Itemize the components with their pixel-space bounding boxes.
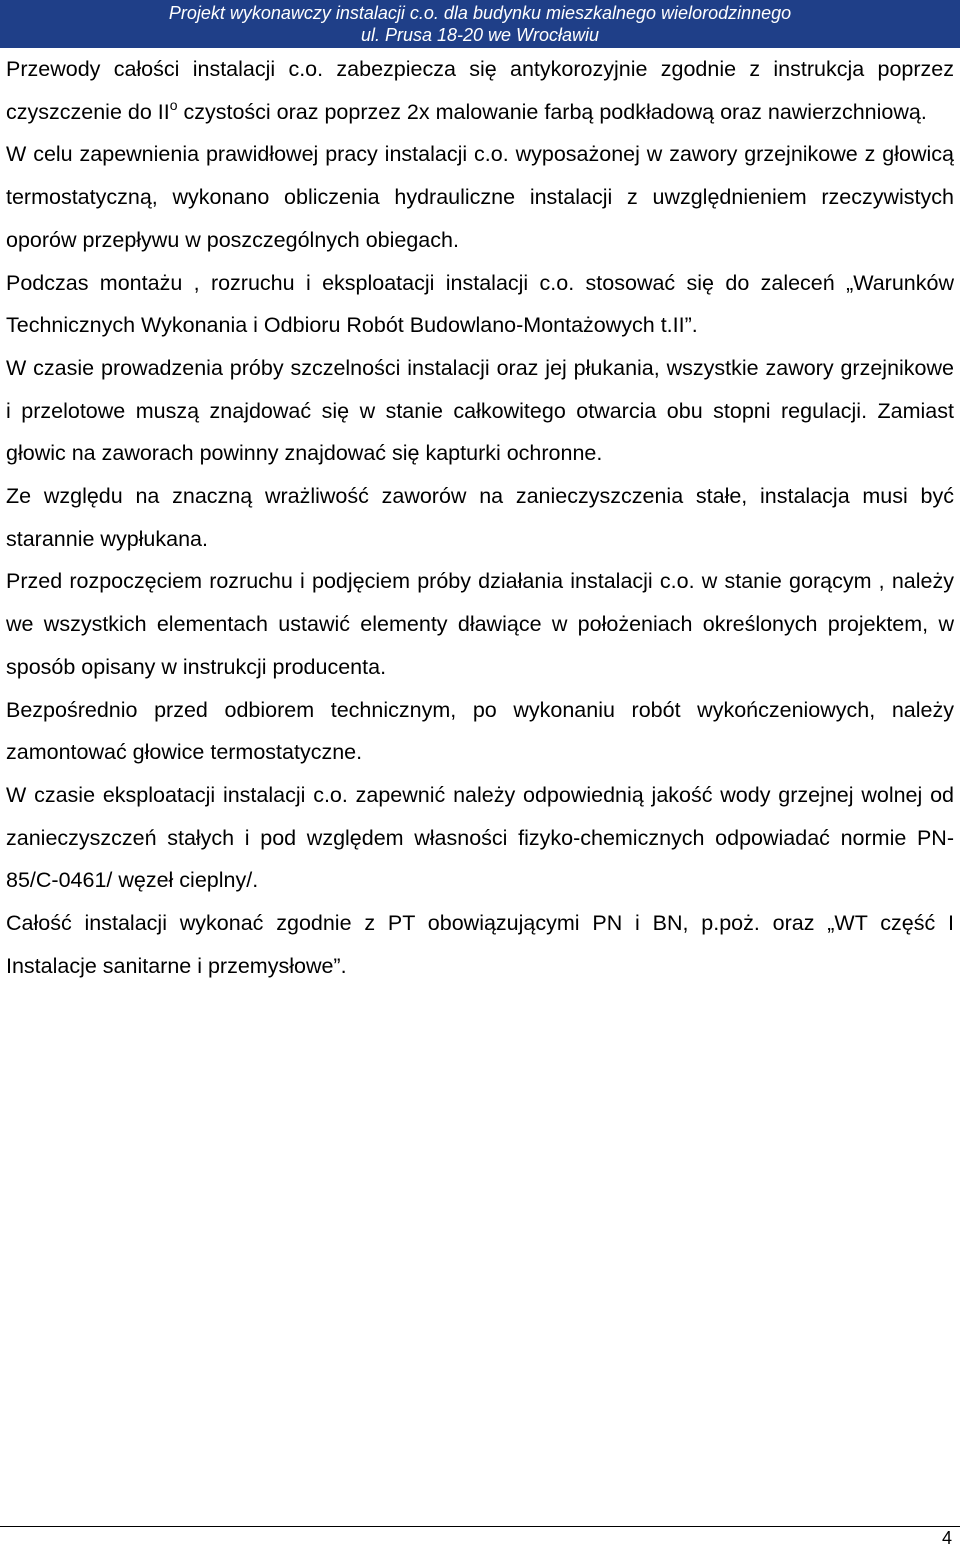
- document-header: [0, 0, 960, 48]
- paragraph-pressure-test: W czasie prowadzenia próby szczelności instalacji oraz jej płukania, wszystkie zawory grzejnikowe i przelotowe muszą znajdować się w stanie całkowitego otwarcia obu stopni regulacji. Zamiast głowic na zaworach powinny znajdować się kapturki ochronne.: [6, 355, 954, 466]
- paragraph-thermostatic-heads: Bezpośrednio przed odbiorem technicznym, po wykonaniu robót wykończeniowych, należy zamontować głowice termostatyczne.: [6, 697, 954, 765]
- footer-divider: [0, 1526, 960, 1527]
- paragraph-text: Przewody całości instalacji c.o. zabezpiecza się antykorozyjnie zgodnie z instrukcja poprzez czyszczenie do II: [6, 57, 954, 124]
- document-body: [6, 48, 954, 987]
- paragraph-corrosion-protection: [6, 48, 954, 133]
- superscript-degree: o: [169, 96, 178, 113]
- paragraph-hydraulic-calculations: W celu zapewnienia prawidłowej pracy instalacji c.o. wyposażonej w zawory grzejnikowe z głowicą termostatyczną, wykonano obliczenia hydrauliczne instalacji z uwzględnieniem rzeczywistych oporów przepływu w poszczególnych obiegach.: [6, 142, 954, 252]
- paragraph-text: czystości oraz poprzez 2x malowanie farbą podkładową oraz nawierzchniową.: [177, 99, 927, 124]
- paragraph-installation-guidelines: Podczas montażu , rozruchu i eksploatacji instalacji c.o. stosować się do zaleceń „Warunków Technicznych Wykonania i Odbioru Robót Budowlano-Montażowych t.II”.: [6, 270, 954, 338]
- page-number: 4: [941, 1528, 952, 1548]
- paragraph-startup: Przed rozpoczęciem rozruchu i podjęciem próby działania instalacji c.o. w stanie gorącym , należy we wszystkich elementach ustawić elementy dławiące w położeniach określonych projektem, w sposób opisany w instrukcji producenta.: [6, 569, 954, 679]
- header-address: ul. Prusa 18-20 we Wrocławiu: [360, 25, 600, 45]
- paragraph-water-quality: W czasie eksploatacji instalacji c.o. zapewnić należy odpowiednią jakość wody grzejnej wolnej od zanieczyszczeń stałych i pod względem własności fizyko-chemicznych odpowiadać normie PN-85/C-0461/ węzeł cieplny/.: [6, 782, 954, 893]
- header-project-title: Projekt wykonawczy instalacji c.o. dla budynku mieszkalnego wielorodzinnego: [168, 3, 792, 23]
- paragraph-standards: Całość instalacji wykonać zgodnie z PT obowiązującymi PN i BN, p.poż. oraz „WT część I Instalacje sanitarne i przemysłowe”.: [6, 911, 954, 978]
- paragraph-flushing: Ze względu na znaczną wrażliwość zaworów na zanieczyszczenia stałe, instalacja musi być starannie wypłukana.: [6, 484, 954, 551]
